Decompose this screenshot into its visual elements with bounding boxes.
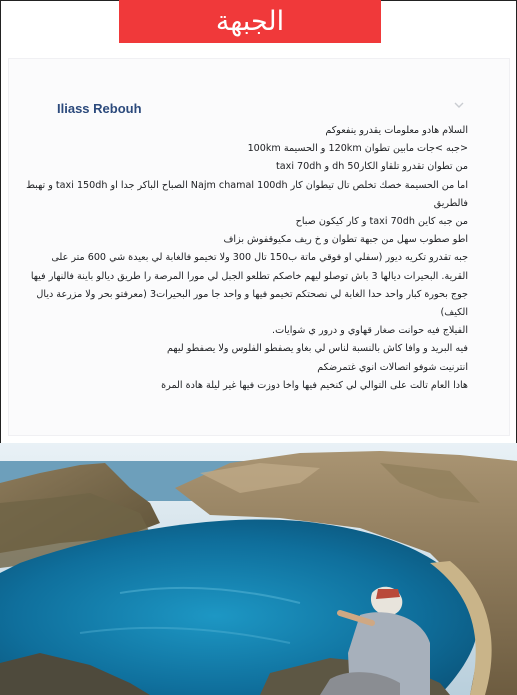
cove-lagoon-photo [0,443,517,695]
post-line: من جبه كاين taxi 70dh و كار كيكون صباح [295,216,468,228]
post-line: هادا العام تالت على التوالي لي كنخيم فيها واخا دوزت فيها غير ليلة هادة المرة [161,379,468,391]
page-title-banner [119,0,381,43]
post-author-name[interactable]: Iliass Rebouh [57,101,142,116]
post-line: اما من الحسيمة خصك تخلص تال تيطوان كار Najm chamal 100dh الصباح الباكر جدا او taxi 150dh و تهبط فالطريق [26,179,468,209]
post-line: فيه البريد و وافا كاش بالنسبة لناس لي بغاو يصفطو الفلوس ولا يصفطو ليهم [167,343,468,355]
page-title: الجبهة [215,6,285,37]
post-line: انترنيت شوفو اتصالات انوي غتمرضكم [317,361,468,373]
chevron-down-icon[interactable] [452,98,466,112]
post-line: جبه تقدرو تكريه ديور (سفلي او فوقي ماتة ب150 تال 300 ولا تخيمو فالغابة لي بعيدة شي 600 متر على القرية. البحيرات ديالها 3 باش توصلو ليهم خاصكم تطلعو الجبل لي مورا المرصة را طريق ديالو باينة فالنهار فيها جوج بحورة كبار واحد حدا الغابة لي نصحتكم تخيمو فيها و واحد جا مور البحيرات3 (معرفتو بحر ولا مزرعة ديال الكيف) [30,252,468,319]
post-line: من تطوان تقدرو تلقاو الكار50 dh و taxi 70dh [276,161,468,173]
post-line: الفيلاج فيه حوانت صغار قهاوي و درور ي شوايات. [272,325,468,337]
post-line: السلام هادو معلومات يقدرو ينفعوكم [325,125,468,136]
post-line: اطو صطوب سهل من جبهة تطوان و خ ريف مكيوقفوش بزاف [223,234,468,246]
post-line: <جبه >جات مابين تطوان 120km و الحسيمة 100km [247,143,468,155]
post-body [22,122,468,395]
